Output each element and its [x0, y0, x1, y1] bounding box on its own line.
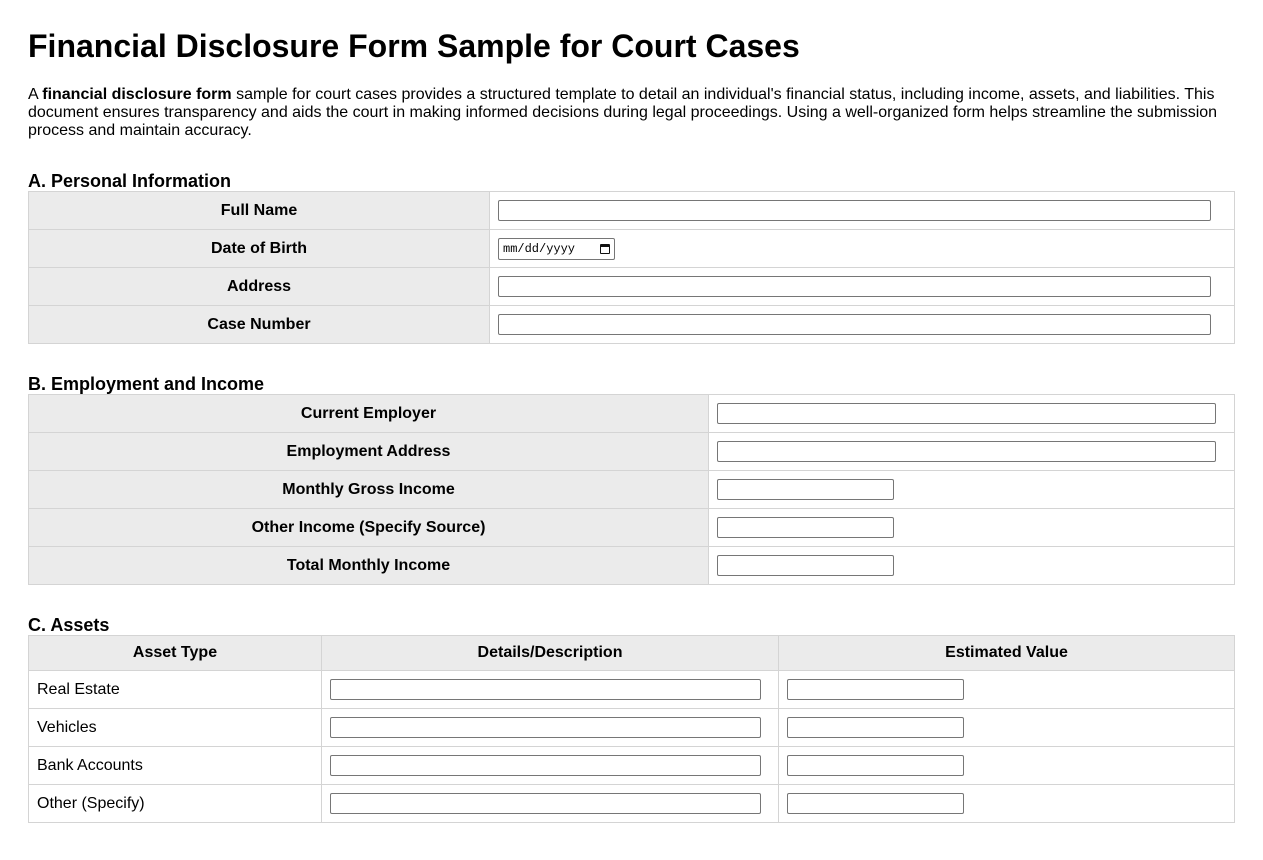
section-personal-heading: A. Personal Information — [28, 171, 232, 191]
asset-type-cell: Real Estate — [29, 671, 322, 709]
bank-accounts-value-input[interactable] — [787, 755, 964, 776]
details-cell — [322, 671, 779, 709]
value-cell — [779, 671, 1235, 709]
table-row — [29, 709, 1235, 747]
dob-placeholder: mm/dd/yyyy — [503, 241, 576, 256]
case-number-cell — [490, 306, 1235, 344]
page-title: Financial Disclosure Form Sample for Court Cases — [28, 28, 800, 64]
other-income-label: Other Income (Specify Source) — [29, 509, 709, 547]
other-asset-details-input[interactable] — [330, 793, 761, 814]
employment-address-label: Employment Address — [29, 433, 709, 471]
col-estimated-value: Estimated Value — [779, 636, 1235, 671]
gross-income-cell — [709, 471, 1235, 509]
details-cell — [322, 709, 779, 747]
details-cell — [322, 747, 779, 785]
table-row — [29, 471, 1235, 509]
intro-rest: sample for court cases provides a structured template to detail an individual's financial status, including income, assets, and liabilities. This document ensures transparency and aids the court in making informed decisions during legal proceedings. Using a well-organized form helps streamline the submission process and maintain accuracy. — [28, 86, 1218, 139]
table-row — [29, 671, 1235, 709]
table-row — [29, 785, 1235, 823]
personal-table — [28, 191, 1235, 344]
value-cell — [779, 747, 1235, 785]
col-asset-type: Asset Type — [29, 636, 322, 671]
col-details: Details/Description — [322, 636, 779, 671]
dob-cell — [490, 230, 1235, 268]
real-estate-details-input[interactable] — [330, 679, 761, 700]
intro-bold: financial disclosure form — [42, 86, 232, 103]
table-row — [29, 268, 1235, 306]
other-income-cell — [709, 509, 1235, 547]
section-assets-heading: C. Assets — [28, 615, 110, 635]
table-row — [29, 747, 1235, 785]
full-name-input[interactable] — [498, 200, 1211, 221]
other-income-input[interactable] — [717, 517, 894, 538]
full-name-cell — [490, 192, 1235, 230]
total-income-label: Total Monthly Income — [29, 547, 709, 585]
asset-type-cell: Bank Accounts — [29, 747, 322, 785]
address-input[interactable] — [498, 276, 1211, 297]
vehicles-value-input[interactable] — [787, 717, 964, 738]
total-income-cell — [709, 547, 1235, 585]
value-cell — [779, 709, 1235, 747]
intro-prefix: A — [28, 86, 43, 103]
gross-income-input[interactable] — [717, 479, 894, 500]
employer-input[interactable] — [717, 403, 1216, 424]
calendar-icon[interactable] — [600, 244, 610, 254]
details-cell — [322, 785, 779, 823]
assets-header-row — [29, 636, 1235, 671]
full-name-label: Full Name — [29, 192, 490, 230]
dob-label: Date of Birth — [29, 230, 490, 268]
employment-table — [28, 394, 1235, 585]
total-income-input[interactable] — [717, 555, 894, 576]
table-row — [29, 509, 1235, 547]
value-cell — [779, 785, 1235, 823]
table-row — [29, 547, 1235, 585]
assets-table — [28, 635, 1235, 823]
address-cell — [490, 268, 1235, 306]
employer-label: Current Employer — [29, 395, 709, 433]
case-number-label: Case Number — [29, 306, 490, 344]
table-row — [29, 433, 1235, 471]
table-row — [29, 306, 1235, 344]
employer-cell — [709, 395, 1235, 433]
vehicles-details-input[interactable] — [330, 717, 761, 738]
asset-type-cell: Other (Specify) — [29, 785, 322, 823]
address-label: Address — [29, 268, 490, 306]
employment-address-input[interactable] — [717, 441, 1216, 462]
table-row — [29, 395, 1235, 433]
table-row — [29, 230, 1235, 268]
bank-accounts-details-input[interactable] — [330, 755, 761, 776]
employment-address-cell — [709, 433, 1235, 471]
dob-input[interactable] — [498, 238, 615, 260]
intro-paragraph — [28, 86, 1228, 140]
other-asset-value-input[interactable] — [787, 793, 964, 814]
section-employment-heading: B. Employment and Income — [28, 374, 265, 394]
table-row — [29, 192, 1235, 230]
real-estate-value-input[interactable] — [787, 679, 964, 700]
case-number-input[interactable] — [498, 314, 1211, 335]
asset-type-cell: Vehicles — [29, 709, 322, 747]
gross-income-label: Monthly Gross Income — [29, 471, 709, 509]
